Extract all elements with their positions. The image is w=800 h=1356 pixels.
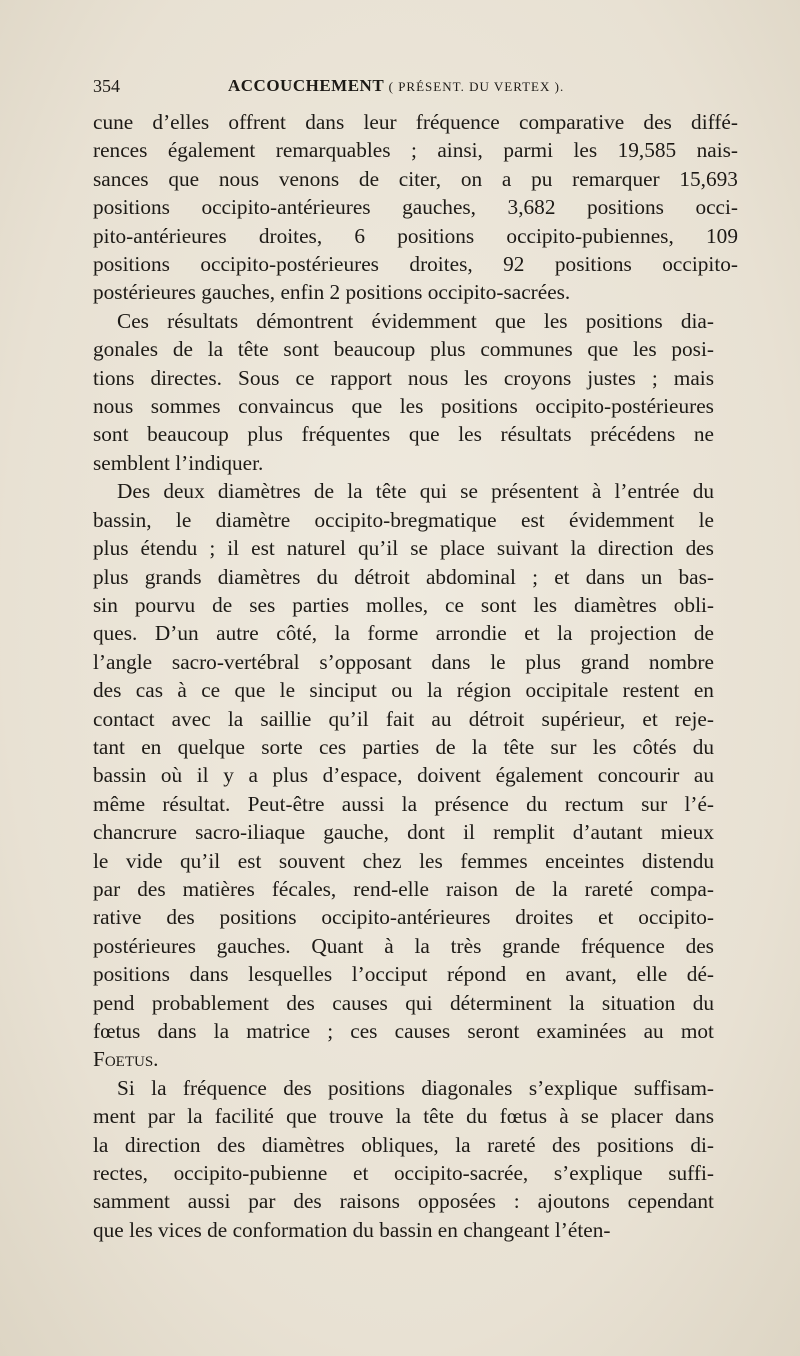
text-line: rences également remarquables ; ainsi, parmi les 19,585 nais- — [93, 138, 738, 163]
page-number: 354 — [93, 76, 120, 96]
text-line: bassin, le diamètre occipito-bregmatique est évidemment le — [93, 507, 714, 532]
text-line: semblent l’indiquer. — [93, 450, 264, 475]
text-line: tions directes. Sous ce rapport nous les croyons justes ; mais — [93, 365, 715, 390]
text-line: l’angle sacro-vertébral s’opposant dans le plus grand nombre — [93, 649, 714, 674]
text-line: positions occipito-antérieures gauches, 3,682 positions occi- — [93, 195, 739, 220]
text-line: des cas à ce que le sinciput ou la région occipitale restent en — [93, 678, 714, 703]
text-line: samment aussi par des raisons opposées : ajoutons cependant — [93, 1189, 714, 1214]
text-line: ques. D’un autre côté, la forme arrondie et la projection de — [93, 621, 714, 646]
text-line: le vide qu’il est souvent chez les femmes enceintes distendu — [93, 848, 715, 873]
text-line: postérieures gauches. Quant à la très grande fréquence des — [93, 933, 714, 958]
running-title-subtitle: ( PRÉSENT. DU VERTEX ). — [388, 79, 565, 94]
text-line: bassin où il y a plus d’espace, doivent également concourir au — [93, 763, 715, 788]
text-line: pito-antérieures droites, 6 positions occipito-pubiennes, 109 — [93, 223, 738, 248]
text-line: Ces résultats démontrent évidemment que les positions dia- — [117, 308, 714, 333]
text-line: Foetus. — [93, 1047, 159, 1072]
text-line: pend probablement des causes qui déterminent la situation du — [93, 990, 715, 1015]
paragraph-1 — [93, 108, 738, 307]
text-line: tant en quelque sorte ces parties de la tête sur les côtés du — [93, 734, 715, 759]
text-line: positions occipito-postérieures droites, 92 positions occipito- — [93, 252, 738, 277]
text-line: contact avec la saillie qu’il fait au détroit supérieur, et reje- — [93, 706, 714, 731]
page-header — [93, 76, 738, 102]
text-line: rectes, occipito-pubienne et occipito-sacrée, s’explique suffi- — [93, 1161, 714, 1186]
text-line: la direction des diamètres obliques, la rareté des positions di- — [93, 1132, 714, 1157]
text-line: chancrure sacro-iliaque gauche, dont il remplit d’autant mieux — [93, 820, 714, 845]
text-line: Des deux diamètres de la tête qui se présentent à l’entrée du — [117, 479, 715, 504]
text-line: Si la fréquence des positions diagonales s’explique suffisam- — [117, 1075, 714, 1100]
text-line: fœtus dans la matrice ; ces causes seront examinées au mot — [93, 1019, 714, 1043]
text-line: plus étendu ; il est naturel qu’il se place suivant la direction des — [93, 536, 714, 561]
text-line: rative des positions occipito-antérieures droites et occipito- — [93, 905, 714, 930]
text-line: sont beaucoup plus fréquentes que les résultats précédens ne — [93, 422, 714, 447]
text-line: par des matières fécales, rend-elle raison de la rareté compa- — [93, 876, 714, 901]
text-line: nous sommes convaincus que les positions occipito-postérieures — [93, 394, 714, 419]
text-line: sin pourvu de ses parties molles, ce sont les diamètres obli- — [93, 592, 715, 617]
body-text — [93, 108, 738, 1244]
text-line: même résultat. Peut-être aussi la présence du rectum sur l’é- — [93, 791, 715, 816]
text-line: que les vices de conformation du bassin en changeant l’éten- — [93, 1217, 611, 1242]
text-line: plus grands diamètres du détroit abdominal ; et dans un bas- — [93, 564, 714, 589]
running-title-main: ACCOUCHEMENT — [228, 76, 384, 95]
text-line: sances que nous venons de citer, on a pu remarquer 15,693 — [93, 166, 738, 191]
paragraph-3 — [93, 477, 738, 1074]
running-title — [228, 76, 564, 96]
text-line: positions dans lesquelles l’occiput répond en avant, elle dé- — [93, 962, 715, 987]
text-line: postérieures gauches, enfin 2 positions occipito-sacrées. — [93, 280, 571, 305]
text-line: cune d’elles offrent dans leur fréquence comparative des diffé- — [93, 110, 738, 134]
text-line: ment par la facilité que trouve la tête du fœtus à se placer dans — [93, 1104, 715, 1129]
paragraph-4 — [93, 1074, 738, 1244]
text-line: gonales de la tête sont beaucoup plus communes que les posi- — [93, 337, 714, 362]
paragraph-2 — [93, 307, 738, 477]
